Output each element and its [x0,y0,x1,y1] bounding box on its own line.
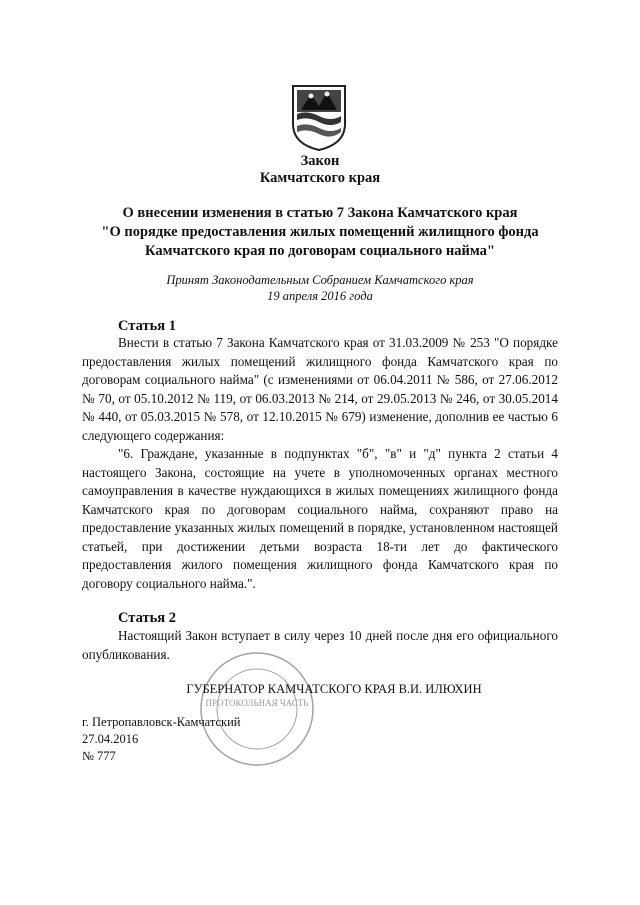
article-2-text: Настоящий Закон вступает в силу через 10 дней после дня его официального опубликования. [82,628,558,662]
kamchatka-coat-of-arms-emblem [289,84,349,152]
footer-block [82,714,241,765]
article-2-body [82,627,558,664]
article-1-heading: Статья 1 [118,318,176,334]
region-heading: Камчатского края [259,170,381,186]
footer-city: г. Петропавловск-Камчатский [82,715,241,729]
law-title-line-2: "О порядке предоставления жилых помещений жилищного фонда [101,224,539,240]
stamp-text: ПРОТОКОЛЬНАЯ ЧАСТЬ [205,698,309,708]
adopted-date-line: 19 апреля 2016 года [267,289,373,303]
article-1-text: Внести в статью 7 Закона Камчатского края от 31.03.2009 № 253 "О порядке предоставления жилых помещений жилищного фонда Камчатского края по договорам социального найма" (с изменениями от 06.04.2011 № 586, от 27.06.2012 № 70, от 05.10.2012 № 119, от 06.03.2013 № 214, от 29.05.2013 № 246, от 30.05.2014 № 440, от 05.03.2015 № 578, от 12.10.2015 № 679) изменение, дополнив ее частью 6 следующего содержания: [82,335,558,443]
article-1-body [82,334,558,593]
article-2-heading: Статья 2 [118,610,176,626]
law-title-line-1: О внесении изменения в статью 7 Закона Камчатского края [122,205,518,221]
article-1-quote: "6. Граждане, указанные в подпунктах "б", "в" и "д" пункта 2 статьи 4 настоящего Закона, состоящие на учете в уполномоченных органах местного самоуправления в качестве нуждающихся в жилых помещениях жилищного фонда Камчатского края по договорам социального найма, сохраняют право на предоставление указанных жилых помещений в порядке, установленном настоящей статьей, при достижении детьми возраста 18-ти лет до фактического предоставления жилого помещения жилищного фонда Камчатского края по договору социального найма.". [82,446,558,591]
governor-signature: ГУБЕРНАТОР КАМЧАТСКОГО КРАЯ В.И. ИЛЮХИН [186,682,482,696]
footer-date: 27.04.2016 [82,732,139,746]
footer-number: № 777 [82,749,116,763]
law-title-line-3: Камчатского края по договорам социального найма" [145,243,495,259]
adopted-by-line: Принят Законодательным Собранием Камчатского края [166,273,474,287]
document-type-heading: Закон [300,153,340,169]
